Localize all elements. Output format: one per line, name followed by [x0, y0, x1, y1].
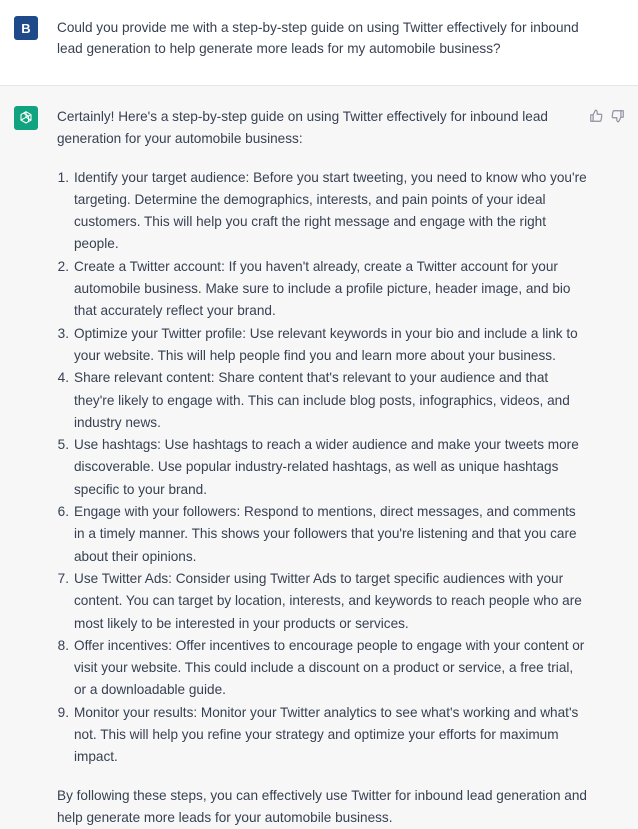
list-item [57, 702, 587, 769]
step-number: 3. [57, 325, 69, 341]
list-item [57, 501, 587, 568]
step-text: Offer incentives: Offer incentives to encourage people to engage with your content or visit your website. This could include a discount on a product or service, a free trial, or a downloadable guide. [74, 637, 585, 698]
assistant-outro: By following these steps, you can effectively use Twitter for inbound lead generation and help generate more leads for your automobile business. [57, 787, 587, 825]
list-item [57, 167, 587, 256]
step-number: 1. [57, 169, 69, 185]
step-number: 6. [57, 504, 69, 520]
list-item [57, 434, 587, 501]
list-item [57, 635, 587, 702]
step-text: Share relevant content: Share content that's relevant to your audience and that they're likely to engage with. This can include blog posts, infographics, videos, and industry news. [74, 370, 570, 430]
step-text: Monitor your results: Monitor your Twitter analytics to see what's working and what's not. This will help you refine your strategy and optimize your efforts for maximum impact. [74, 704, 579, 765]
step-number: 8. [57, 637, 69, 653]
openai-logo-icon [14, 106, 38, 130]
step-text: Identify your target audience: Before you start tweeting, you need to know who you're targeting. Determine the demographics, interests, and pain points of your ideal customers. This will help you craft the right message and engage with the right people. [74, 169, 587, 252]
step-text: Engage with your followers: Respond to mentions, direct messages, and comments in a timely manner. This shows your followers that you're listening and that you care about their opinions. [74, 504, 577, 564]
feedback-controls [588, 108, 626, 124]
assistant-message-content [57, 106, 587, 829]
assistant-message-row [0, 86, 638, 825]
list-item [57, 256, 587, 323]
step-number: 2. [57, 258, 69, 274]
step-text: Use Twitter Ads: Consider using Twitter Ads to target specific audiences with your content. You can target by location, interests, and keywords to reach people who are most likely to be interested in your products or services. [74, 570, 582, 631]
list-item [57, 568, 587, 635]
thumbs-down-icon[interactable] [610, 108, 626, 124]
steps-list [57, 167, 587, 769]
step-number: 9. [57, 704, 69, 720]
user-avatar [14, 16, 38, 40]
list-item [57, 367, 587, 434]
user-avatar-letter: B [21, 20, 31, 36]
step-text: Optimize your Twitter profile: Use relevant keywords in your bio and include a link to your website. This will help people find you and learn more about your business. [74, 325, 578, 363]
list-item [57, 323, 587, 368]
step-text: Create a Twitter account: If you haven't already, create a Twitter account for your automobile business. Make sure to include a profile picture, header image, and bio that accurately reflect your brand. [74, 258, 571, 319]
step-number: 7. [57, 570, 69, 586]
step-number: 5. [57, 437, 69, 453]
step-text: Use hashtags: Use hashtags to reach a wider audience and make your tweets more discoverable. Use popular industry-related hashtags, as well as unique hashtags specific to your brand. [74, 437, 579, 497]
assistant-intro: Certainly! Here's a step-by-step guide on using Twitter effectively for inbound lead generation for your automobile business: [57, 109, 548, 147]
user-message-text: Could you provide me with a step-by-step guide on using Twitter effectively for inbound lead generation to help generate more leads for my automobile business? [57, 20, 579, 56]
thumbs-up-icon[interactable] [588, 108, 604, 124]
step-number: 4. [57, 370, 69, 386]
user-message-row [0, 0, 638, 86]
